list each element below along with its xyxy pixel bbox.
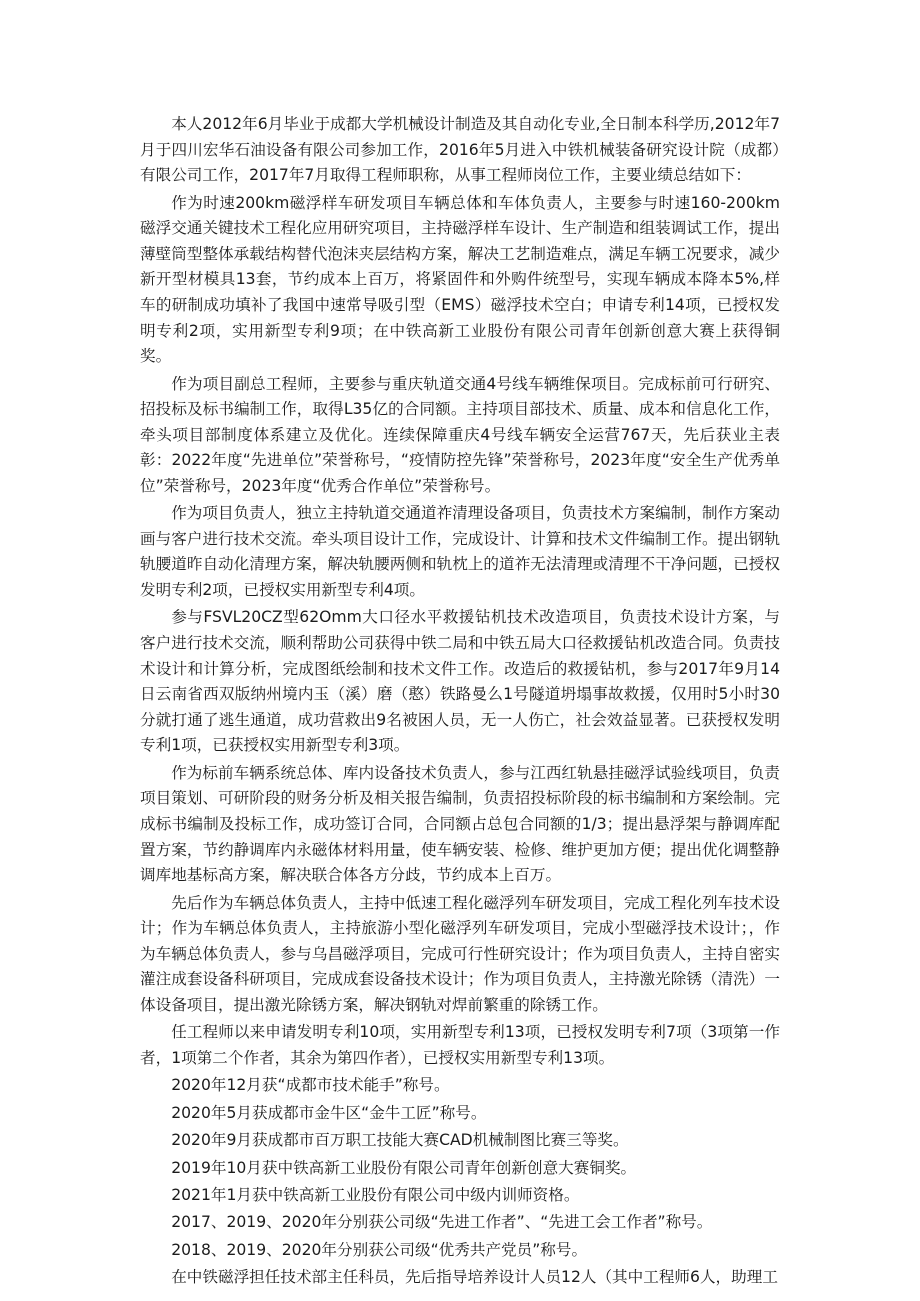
paragraph-ballast-cleaning: 作为项目负责人，独立主持轨道交通道祚清理设备项目，负责技术方案编制，制作方案动画与客户进行技术交流。牵头项目设计工作，完成设计、计算和技术文件编制工作。提出钢轨轨腰道昨自动化清理方案，解决轨腰两侧和轨枕上的道祚无法清理或清理不干净问题，已授权发明专利2项，已授权实用新型专利4项。 [140, 504, 780, 600]
paragraph-patents: 任工程师以来申请发明专利10项，实用新型专利13项，已授权发明专利7项（3项第一作者，1项第二个作者，其余为第四作者），已授权实用新型专利13项。 [140, 1023, 780, 1067]
paragraph-jiangxi-maglev: 作为标前车辆系统总体、库内设备技术负责人，参与江西红轨悬挂磁浮试验线项目，负责项目策划、可研阶段的财务分析及相关报告编制，负责招投标阶段的标书编制和方案绘制。完成标书编制及投标工作，成功签订合同，合同额占总包合同额的1/3；提出悬浮架与静调库配置方案，节约静调库内永磁体材料用量，使车辆安装、检修、维护更加方便；提出优化调整静调库地基标高方案，解决联合体各方分歧，节约成本上百万。 [140, 763, 780, 885]
paragraph-award-4: 2019年10月获中铁高新工业股份有限公司青年创新创意大赛铜奖。 [171, 1158, 637, 1177]
paragraph-award-1: 2020年12月获“成都市技术能手”称号。 [171, 1076, 450, 1095]
paragraph-award-7: 2018、2019、2020年分别获公司级“优秀共产党员”称号。 [171, 1240, 588, 1259]
paragraph-chongqing-line4: 作为项目副总工程师，主要参与重庆轨道交通4号线车辆维保项目。完成标前可行研究、招投标及标书编制工作，取得L35亿的合同额。主持项目部技术、质量、成本和信息化工作，牵头项目部制度体系建立及优化。连续保障重庆4号线车辆安全运营767天，先后获业主表彰：2022年度“先进单位”荣誉称号，“疫情防控先锋”荣誉称号，2023年度“安全生产优秀单位”荣誉称号，2023年度“优秀合作单位”荣誉称号。 [140, 374, 780, 495]
paragraph-intro: 本人2012年6月毕业于成都大学机械设计制造及其自动化专业,全日制本科学历,2012年7月于四川宏华石油设备有限公司参加工作，2016年5月进入中铁机械装备研究设计院（成都）有限公司工作，2017年7月取得工程师职称，从事工程师岗位工作，主要业绩总结如下： [140, 115, 780, 185]
paragraph-mentoring: 在中铁磁浮担任技术部主任科员，先后指导培养设计人员12人（其中工程师6人，助理工 [171, 1268, 778, 1287]
paragraph-award-3: 2020年9月获成都市百万职工技能大赛CAD机械制图比赛三等奖。 [171, 1131, 629, 1150]
paragraph-rescue-drill: 参与FSVL20CZ型62Omm大口径水平救援钻机技术改造项目，负责技术设计方案，与客户进行技术交流，顺利帮助公司获得中铁二局和中铁五局大口径救援钻机改造合同。负责技术设计和计算分析，完成图纸绘制和技术文件工作。改造后的救援钻机，参与2017年9月14日云南省西双版纳州境内玉（溪）磨（憨）铁路曼么1号隧道坍塌事故救援，仅用时5小时30分就打通了逃生通道，成功营救出9名被困人员，无一人伤亡，社会效益显著。已获授权发明专利1项，已获授权实用新型专利3项。 [140, 608, 780, 755]
paragraph-maglev-sample: 作为时速200km磁浮样车研发项目车辆总体和车体负责人，主要参与时速160-200km磁浮交通关键技术工程化应用研究项目，主持磁浮样车设计、生产制造和组装调试工作，提出薄壁筒型整体承载结构替代泡沫夹层结构方案，解决工艺制造难点，满足车辆工况要求，减少新开型材模具13套，节约成本上百万，将紧固件和外购件统型号，实现车辆成本降本5%,样车的研制成功填补了我国中速常导吸引型（EMS）磁浮技术空白；申请专利14项，已授权发明专利2项，实用新型专利9项；在中铁高新工业股份有限公司青年创新创意大赛上获得铜奖。 [140, 193, 780, 366]
paragraph-award-5: 2021年1月获中铁高新工业股份有限公司中级内训师资格。 [171, 1185, 580, 1204]
paragraph-vehicle-projects: 先后作为车辆总体负责人，主持中低速工程化磁浮列车研发项目，完成工程化列车技术设计；作为车辆总体负责人，主持旅游小型化磁浮列车研发项目，完成小型磁浮技术设计；，作为车辆总体负责人，参与乌昌磁浮项目，完成可行性研究设计；作为项目负责人，主持自密实灌注成套设备科研项目，完成成套设备技术设计；作为项目负责人，主持激光除锈（清洗）一体设备项目，提出激光除锈方案，解决钢轨对焊前繁重的除锈工作。 [140, 893, 780, 1014]
paragraph-award-2: 2020年5月获成都市金牛区“金牛工匠”称号。 [171, 1103, 487, 1122]
document-body [140, 112, 780, 1292]
paragraph-award-6: 2017、2019、2020年分别获公司级“先进工作者”、“先进工会工作者”称号。 [171, 1213, 713, 1232]
